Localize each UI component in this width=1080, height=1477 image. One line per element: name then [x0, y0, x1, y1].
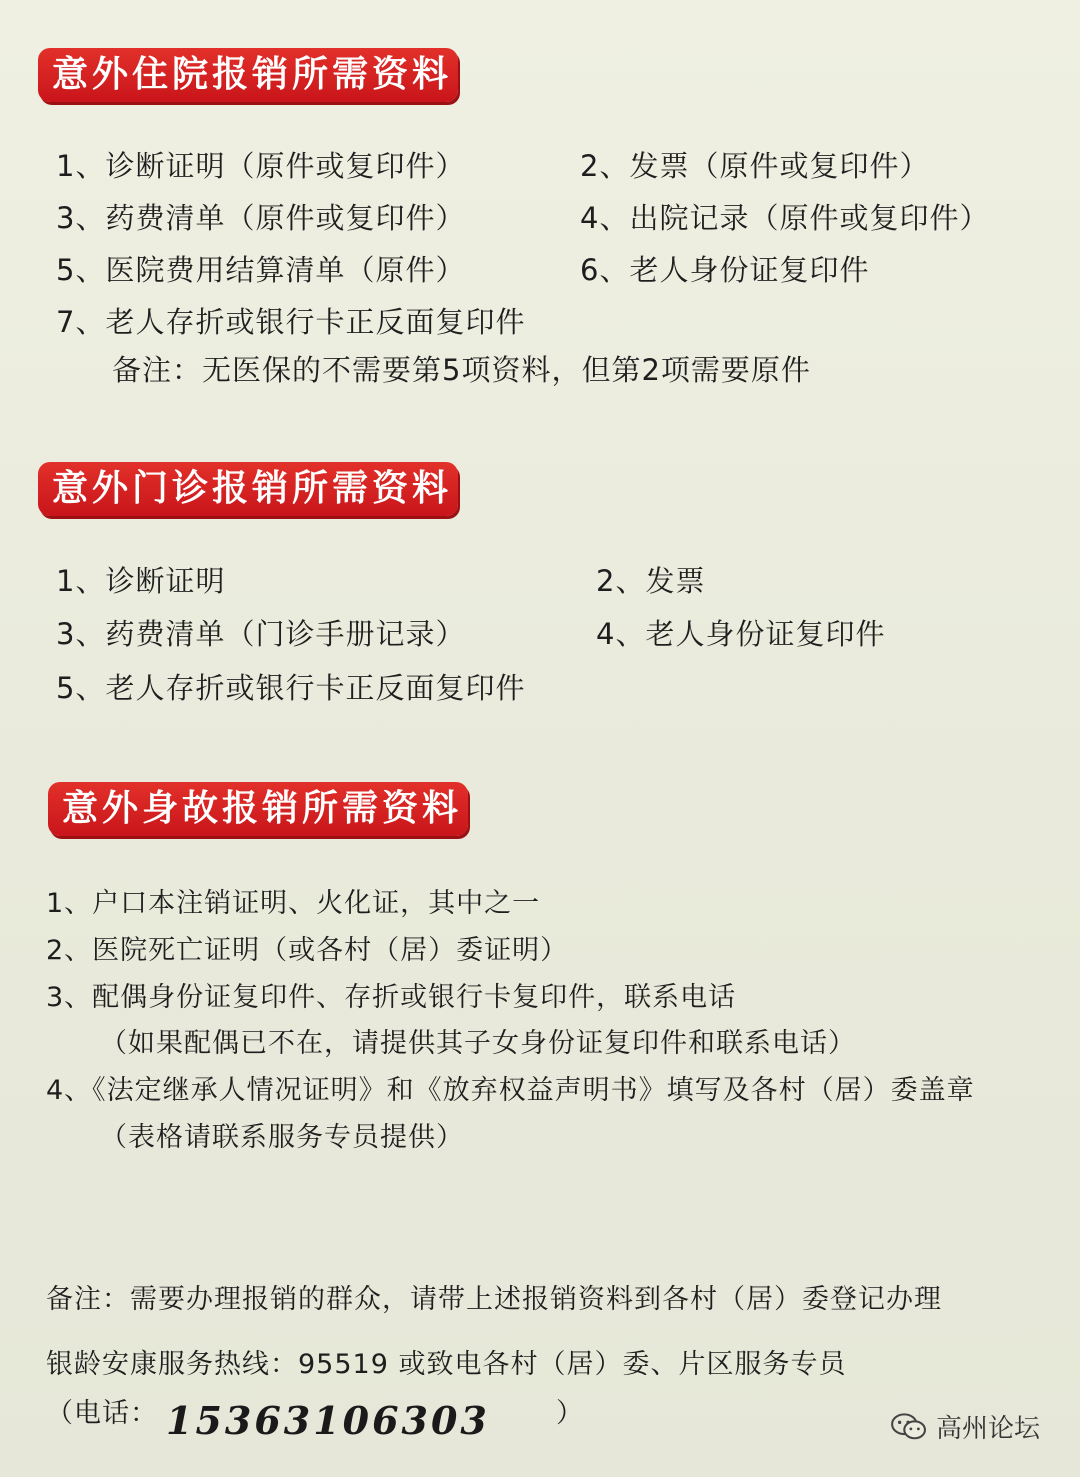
- footer-phone-number: 15363106303: [166, 1398, 490, 1443]
- footer-phone-label: （电话：: [46, 1398, 158, 1429]
- hospital-item-1: 1、诊断证明（原件或复印件）: [56, 149, 466, 183]
- footer-note: 备注：需要办理报销的群众，请带上述报销资料到各村（居）委登记办理: [46, 1284, 942, 1315]
- hospital-item-5: 5、医院费用结算清单（原件）: [56, 253, 466, 287]
- wechat-icon: [890, 1412, 928, 1442]
- section-hospital-title: 意外住院报销所需资料: [38, 48, 458, 102]
- death-item-4: 4、《法定继承人情况证明》和《放弃权益声明书》填写及各村（居）委盖章: [46, 1075, 975, 1106]
- watermark-text: 高州论坛: [936, 1414, 1041, 1444]
- footer-hotline: 银龄安康服务热线：95519 或致电各村（居）委、片区服务专员: [46, 1349, 847, 1380]
- outpatient-item-4: 4、老人身份证复印件: [596, 617, 886, 651]
- outpatient-item-3: 3、药费清单（门诊手册记录）: [56, 617, 466, 651]
- outpatient-item-1: 1、诊断证明: [56, 564, 226, 598]
- hospital-item-3: 3、药费清单（原件或复印件）: [56, 201, 466, 235]
- death-item-3-note: （如果配偶已不在，请提供其子女身份证复印件和联系电话）: [100, 1028, 856, 1059]
- hospital-item-6: 6、老人身份证复印件: [580, 253, 870, 287]
- outpatient-item-5: 5、老人存折或银行卡正反面复印件: [56, 671, 526, 705]
- section-outpatient-title: 意外门诊报销所需资料: [38, 462, 458, 516]
- death-item-2: 2、医院死亡证明（或各村（居）委证明）: [46, 935, 569, 966]
- hospital-item-2: 2、发票（原件或复印件）: [580, 149, 930, 183]
- outpatient-item-2: 2、发票: [596, 564, 706, 598]
- death-item-4-note: （表格请联系服务专员提供）: [100, 1122, 464, 1153]
- footer-phone-close: ）: [556, 1398, 584, 1429]
- hospital-note: 备注：无医保的不需要第5项资料，但第2项需要原件: [112, 353, 811, 387]
- death-item-1: 1、户口本注销证明、火化证，其中之一: [46, 888, 541, 919]
- hospital-item-4: 4、出院记录（原件或复印件）: [580, 201, 990, 235]
- watermark: [890, 1408, 1040, 1445]
- hospital-item-7: 7、老人存折或银行卡正反面复印件: [56, 305, 526, 339]
- death-item-3: 3、配偶身份证复印件、存折或银行卡复印件，联系电话: [46, 982, 737, 1013]
- section-death-title: 意外身故报销所需资料: [48, 782, 468, 836]
